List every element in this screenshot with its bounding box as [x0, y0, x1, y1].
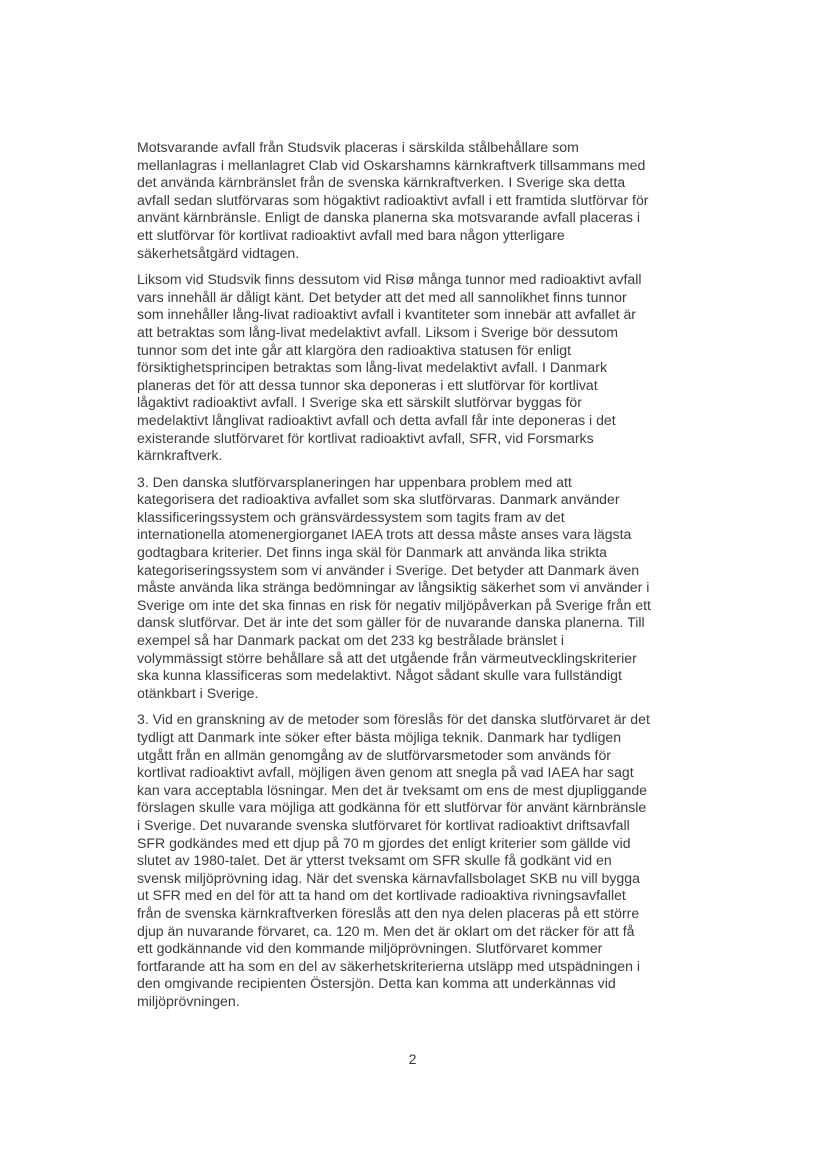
text-line: kortlivat radioaktivt avfall, möjligen även genom att snegla på vad IAEA har sagt [137, 764, 634, 781]
text-line: miljöprövningen. [137, 992, 240, 1009]
text-line: tunnor som det inte går att klargöra den radioaktiva statusen för enligt [137, 341, 572, 358]
text-line: det använda kärnbränslet från de svenska kärnkraftverken. I Sverige ska detta [137, 174, 626, 191]
text-line: utgått från en allmän genomgång av de slutförvarsmetoder som används för [137, 746, 611, 763]
text-line: i Sverige. Det nuvarande svenska slutförvaret för kortlivat radioaktivt driftsavfall [137, 816, 630, 833]
text-line: Liksom vid Studsvik finns dessutom vid Risø många tunnor med radioaktivt avfall [137, 271, 642, 288]
paragraph [137, 474, 697, 703]
text-line: kan vara acceptabla lösningar. Men det är tveksamt om ens de mest djupliggande [137, 781, 648, 798]
text-line: lågaktivt radioaktivt avfall. I Sverige ska ett särskilt slutförvar byggas för [137, 394, 582, 411]
text-line: säkerhetsåtgärd vidtagen. [137, 244, 300, 261]
page-number: 2 [408, 1051, 417, 1067]
text-line: avfall sedan slutförvaras som högaktivt radioaktivt avfall i ett framtida slutförvar för [137, 191, 649, 208]
text-line: ett slutförvar för kortlivat radioaktivt avfall med bara någon ytterligare [137, 226, 565, 243]
text-line: tydligt att Danmark inte söker efter bästa möjliga teknik. Danmark har tydligen [137, 729, 622, 745]
document-body [137, 139, 697, 1020]
text-line: existerande slutförvaret för kortlivat radioaktivt avfall, SFR, vid Forsmarks [137, 429, 594, 446]
text-line: SFR godkändes med ett djup på 70 m gjordes det enligt kriterier som gällde vid [137, 834, 631, 851]
paragraph [137, 271, 697, 465]
text-line: kärnkraftverk. [137, 447, 223, 464]
text-line: kategorisera det radioaktiva avfallet som ska slutförvaras. Danmark använder [137, 491, 620, 508]
text-line: ska kunna klassificeras som medelaktivt. Något sådant skulle vara fullständigt [137, 667, 622, 684]
text-line: Motsvarande avfall från Studsvik placeras i särskilda stålbehållare som [137, 139, 579, 155]
text-line: kategoriseringssystem som vi använder i Sverige. Det betyder att Danmark även [137, 561, 640, 578]
text-line: volymmässigt större behållare så att det utgående från värmeutvecklingskriterier [137, 649, 637, 666]
text-line: dansk slutförvar. Det är inte det som gäller för de nuvarande danska planerna. Till [137, 614, 645, 631]
text-line: som innehåller lång-livat radioaktivt avfall i kvantiteter som innebär att avfallet är [137, 306, 636, 323]
text-line: 3. Vid en granskning av de metoder som föreslås för det danska slutförvaret är det [137, 711, 650, 728]
text-line: att betraktas som lång-livat medelaktivt avfall. Liksom i Sverige bör dessutom [137, 323, 618, 340]
paragraph [137, 711, 697, 1010]
text-line: djup än nuvarande förvaret, ca. 120 m. Men det är oklart om det räcker för att få [137, 922, 635, 939]
text-line: planeras det för att dessa tunnor ska deponeras i ett slutförvar för kortlivat [137, 376, 598, 393]
text-line: försiktighetsprincipen betraktas som lång-livat medelaktivt avfall. I Danmark [137, 359, 607, 376]
paragraph [137, 139, 697, 262]
text-line: mellanlagras i mellanlagret Clab vid Oskarshamns kärnkraftverk tillsammans med [137, 156, 646, 173]
text-line: använt kärnbränsle. Enligt de danska planerna ska motsvarande avfall placeras i [137, 209, 640, 226]
text-line: 3. Den danska slutförvarsplaneringen har uppenbara problem med att [137, 473, 572, 490]
text-line: vars innehåll är dåligt känt. Det betyder att det med all sannolikhet finns tunnor [137, 288, 627, 305]
text-line: Sverige om inte det ska finnas en risk för negativ miljöpåverkan på Sverige från ett [137, 596, 651, 613]
text-line: otänkbart i Sverige. [137, 684, 259, 701]
text-line: ut SFR med en del för att ta hand om det kortlivade radioaktiva rivningsavfallet [137, 887, 626, 904]
text-line: fortfarande att ha som en del av säkerhetskriterierna utsläpp med utspädningen i [137, 957, 640, 974]
text-line: måste använda lika stränga bedömningar av långsiktig säkerhet som vi använder i [137, 579, 650, 596]
text-line: svensk miljöprövning idag. När det svenska kärnavfallsbolaget SKB nu vill bygga [137, 869, 640, 886]
text-line: godtagbara kriterier. Det finns inga skäl för Danmark att använda lika strikta [137, 544, 608, 561]
text-line: klassificeringssystem och gränsvärdessystem som tagits fram av det [137, 508, 565, 525]
text-line: medelaktivt långlivat radioaktivt avfall och detta avfall får inte deponeras i det [137, 411, 616, 428]
text-line: från de svenska kärnkraftverken föreslås att den nya delen placeras på ett större [137, 904, 640, 921]
text-line: slutet av 1980-talet. Det är ytterst tveksamt om SFR skulle få godkänt vid en [137, 852, 612, 869]
text-line: exempel så har Danmark packat om det 233 kg bestrålade bränslet i [137, 632, 564, 649]
text-line: förslagen skulle vara möjliga att godkänna för ett slutförvar för använt kärnbränsle [137, 799, 647, 816]
text-line: den omgivande recipienten Östersjön. Detta kan komma att underkännas vid [137, 975, 616, 992]
text-line: ett godkännande vid den kommande miljöprövningen. Slutförvaret kommer [137, 940, 603, 957]
text-line: internationella atomenergiorganet IAEA trots att dessa måste anses vara lägsta [137, 526, 632, 543]
